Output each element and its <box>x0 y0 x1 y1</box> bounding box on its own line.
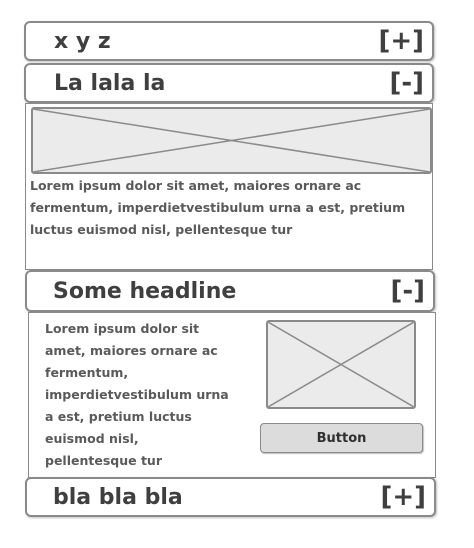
accordion-header-some-headline[interactable] <box>25 270 435 312</box>
primary-button[interactable]: Button <box>260 423 423 453</box>
image-placeholder-icon <box>266 320 416 409</box>
image-placeholder-icon <box>31 107 432 174</box>
accordion-title: Some headline <box>53 278 237 304</box>
collapse-toggle[interactable]: [-] <box>390 276 425 306</box>
accordion-header-bla-bla-bla[interactable] <box>25 477 436 517</box>
accordion-title: La lala la <box>54 70 166 96</box>
expand-toggle[interactable]: [+] <box>380 482 426 512</box>
accordion-header-la-lala-la[interactable] <box>24 63 434 103</box>
section-body-text: Lorem ipsum dolor sit amet, maiores ornare ac fermentum, imperdietvestibulum urna a est, pretium luctus euismod nisl, pellentesque tur <box>30 178 406 237</box>
accordion-header-xyz[interactable] <box>24 21 434 61</box>
accordion-panel-la-lala-la <box>25 103 433 270</box>
accordion-panel-some-headline <box>28 312 436 478</box>
section-body-text: Lorem ipsum dolor sit amet, maiores ornare ac fermentum, imperdietvestibulum urna a est, pretium luctus euismod nisl, pellentesque tur <box>45 321 229 468</box>
expand-toggle[interactable]: [+] <box>378 26 424 56</box>
collapse-toggle[interactable]: [-] <box>389 68 424 98</box>
accordion-title: bla bla bla <box>53 484 183 510</box>
accordion-title: x y z <box>54 28 111 54</box>
